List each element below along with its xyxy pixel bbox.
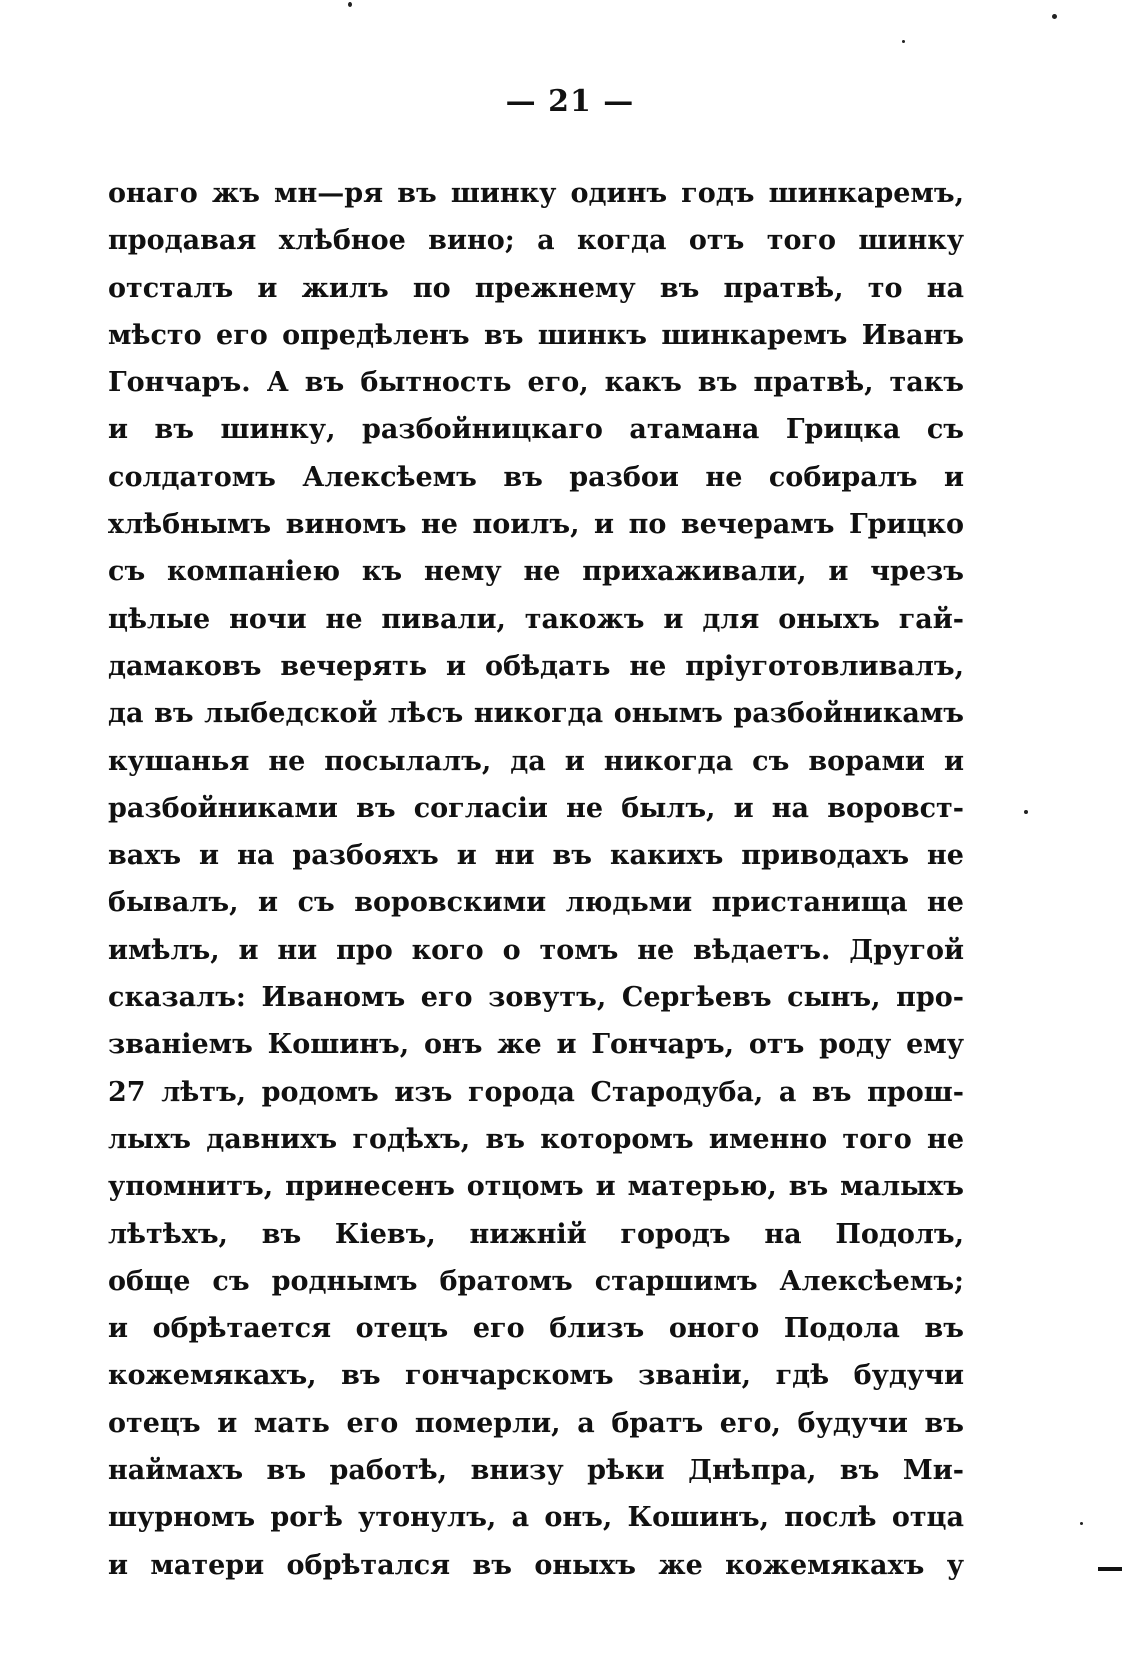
scan-speck [348, 2, 352, 7]
text-line: солдатомъ Алексѣемъ въ разбои не собиралъ и [108, 461, 964, 493]
text-line: мѣсто его опредѣленъ въ шинкъ шинкаремъ Иванъ [108, 319, 964, 351]
text-line: да въ лыбедской лѣсъ никогда онымъ разбойникамъ [108, 698, 964, 730]
text-line: онаго жъ мн—ря въ шинку одинъ годъ шинкаремъ, [108, 178, 964, 209]
text-line: и матери обрѣтался въ оныхъ же кожемякахъ у [108, 1549, 964, 1581]
text-line: кушанья не посылалъ, да и никогда съ ворами и [108, 745, 964, 777]
body-text [108, 170, 964, 1589]
text-line: цѣлые ночи не пивали, такожъ и для оныхъ гай- [108, 603, 964, 635]
text-line: обще съ роднымъ братомъ старшимъ Алексѣемъ; [108, 1265, 964, 1297]
text-line: отецъ и мать его померли, а братъ его, будучи въ [108, 1407, 964, 1439]
scan-speck [1080, 1522, 1083, 1525]
text-line: дамаковъ вечерять и обѣдать не пріуготовливалъ, [108, 650, 964, 682]
text-line: лѣтѣхъ, въ Кіевъ, нижній городъ на Подолъ, [108, 1218, 964, 1250]
text-line: хлѣбнымъ виномъ не поилъ, и по вечерамъ Грицко [108, 509, 964, 541]
text-line: и въ шинку, разбойницкаго атамана Грицка съ [108, 414, 964, 446]
text-line: съ компаніею къ нему не прихаживали, и чрезъ [108, 556, 964, 588]
text-line: бывалъ, и съ воровскими людьми пристанища не [108, 887, 964, 919]
text-line: 27 лѣтъ, родомъ изъ города Стародуба, а въ прош- [108, 1076, 964, 1108]
text-line: сказалъ: Иваномъ его зовутъ, Сергѣевъ сынъ, про- [108, 982, 964, 1014]
text-line: и обрѣтается отецъ его близъ оного Подола въ [108, 1313, 964, 1345]
text-line: разбойниками въ согласіи не былъ, и на воровст- [108, 792, 964, 824]
text-line: шурномъ рогѣ утонулъ, а онъ, Кошинъ, послѣ отца [108, 1502, 964, 1534]
text-line: отсталъ и жилъ по прежнему въ пратвѣ, то на [108, 272, 964, 304]
text-line: званіемъ Кошинъ, онъ же и Гончаръ, отъ роду ему [108, 1029, 964, 1061]
page-number: — 21 — [505, 84, 635, 119]
text-line: упомнитъ, принесенъ отцомъ и матерью, въ малыхъ [108, 1171, 964, 1203]
text-line: кожемякахъ, въ гончарскомъ званіи, гдѣ будучи [108, 1360, 964, 1392]
text-line: наймахъ въ работѣ, внизу рѣки Днѣпра, въ Ми- [108, 1455, 964, 1487]
scan-speck [1024, 810, 1028, 814]
text-line: имѣлъ, и ни про кого о томъ не вѣдаетъ. Другой [108, 934, 964, 966]
text-line: лыхъ давнихъ годѣхъ, въ которомъ именно того не [108, 1123, 964, 1155]
text-line: продавая хлѣбное вино; а когда отъ того шинку [108, 225, 964, 257]
text-line: Гончаръ. А въ бытность его, какъ въ пратвѣ, такъ [108, 367, 964, 399]
scan-edge-mark [1098, 1567, 1122, 1571]
text-line: вахъ и на разбояхъ и ни въ какихъ приводахъ не [108, 840, 964, 872]
scan-speck [902, 40, 905, 43]
scan-speck [1052, 14, 1057, 19]
